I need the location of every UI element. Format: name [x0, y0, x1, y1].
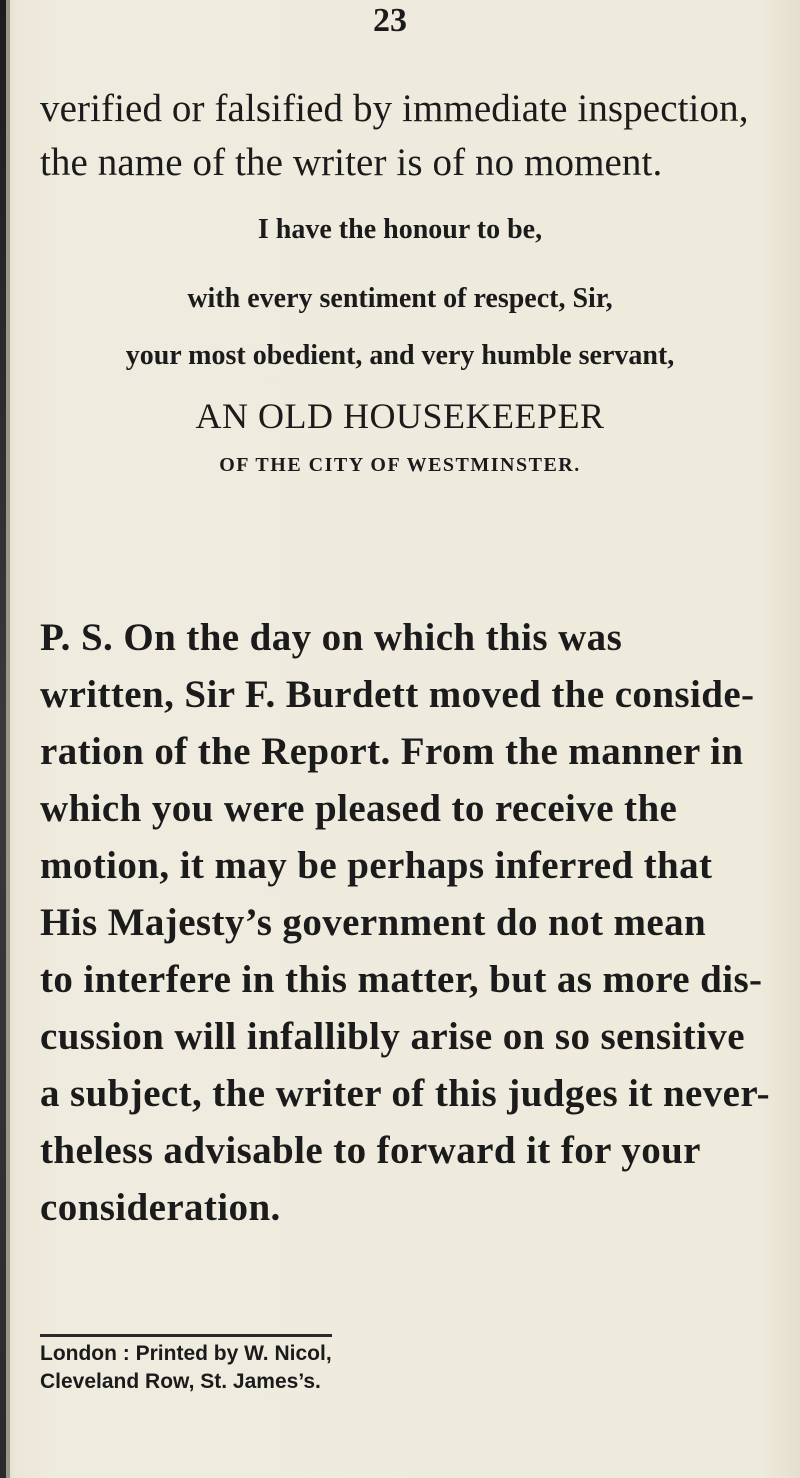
postscript-line: written, Sir F. Burdett moved the conside-: [40, 673, 755, 716]
postscript-line: to interfere in this matter, but as more dis-: [40, 958, 763, 1001]
postscript-line: motion, it may be perhaps inferred that: [40, 844, 713, 887]
postscript-line: theless advisable to forward it for your: [40, 1129, 701, 1172]
postscript-line: cussion will infallibly arise on so sensitive: [40, 1015, 745, 1058]
postscript-line: which you were pleased to receive the: [40, 787, 678, 830]
imprint-rule: [40, 1334, 332, 1337]
closing-line: with every sentiment of respect, Sir,: [187, 283, 613, 314]
postscript-line: ration of the Report. From the manner in: [40, 730, 744, 773]
signature-place: OF THE CITY OF WESTMINSTER.: [219, 454, 581, 476]
closing-line: I have the honour to be,: [257, 214, 543, 245]
postscript-line: His Majesty’s government do not mean: [40, 901, 707, 944]
imprint-line: Cleveland Row, St. James’s.: [40, 1370, 321, 1393]
postscript-line: P. S. On the day on which this was: [40, 616, 623, 659]
signature-name: AN OLD HOUSEKEEPER: [195, 396, 605, 436]
opening-line: the name of the writer is of no moment.: [40, 141, 663, 184]
closing-line: your most obedient, and very humble servant,: [125, 340, 675, 371]
imprint-line: London : Printed by W. Nicol,: [40, 1342, 332, 1365]
postscript-line: a subject, the writer of this judges it never-: [40, 1072, 771, 1115]
postscript-line: consideration.: [40, 1186, 281, 1229]
page-number: 23: [373, 2, 407, 39]
opening-line: verified or falsified by immediate inspection,: [40, 87, 749, 130]
